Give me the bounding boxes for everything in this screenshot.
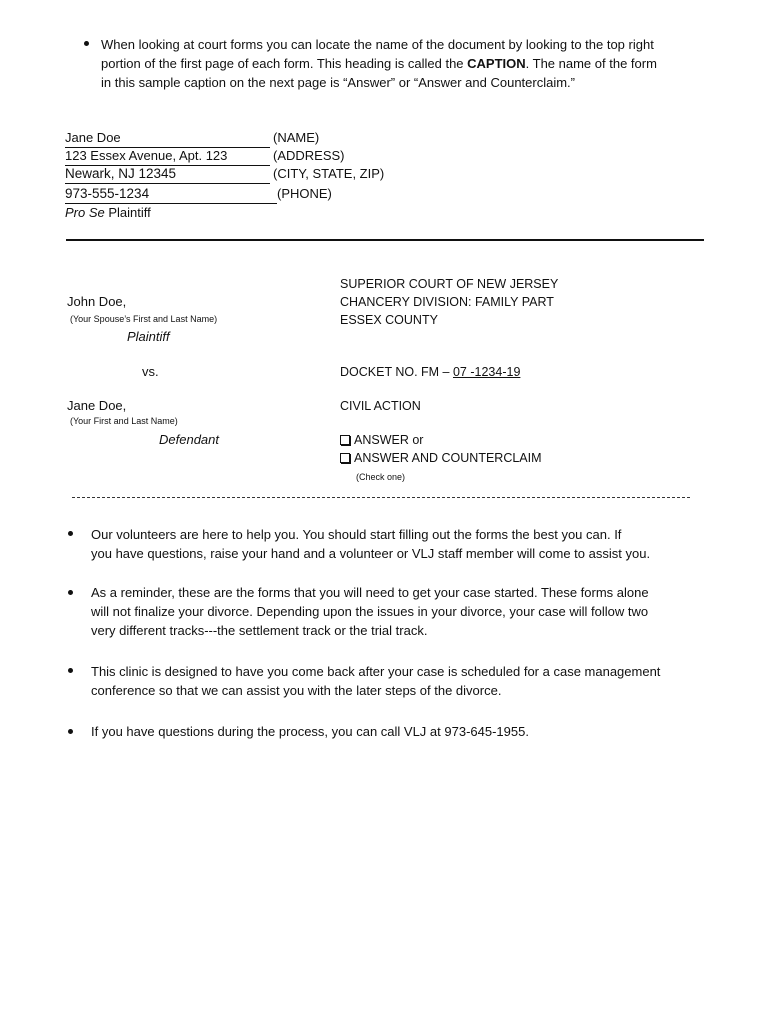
pro-se-rest: Plaintiff — [104, 205, 151, 220]
court-county: ESSEX COUNTY — [340, 313, 438, 327]
option-label: ANSWER or — [354, 433, 424, 447]
cut-line — [72, 497, 690, 498]
note-paragraph — [91, 662, 660, 700]
contact-label: (NAME) — [273, 130, 320, 145]
contact-value: Newark, NJ 12345 — [65, 166, 177, 181]
checkbox-icon[interactable] — [340, 435, 350, 445]
note-line: you have questions, raise your hand and a volunteer or VLJ staff member will come to assist you. — [91, 546, 651, 561]
bullet-icon — [68, 531, 73, 536]
checkbox-icon[interactable] — [340, 453, 350, 463]
pro-se-label — [65, 204, 151, 223]
bullet-icon — [84, 41, 89, 46]
bullet-icon — [68, 590, 73, 595]
note-line: This clinic is designed to have you come back after your case is scheduled for a case management — [91, 664, 661, 679]
note-paragraph — [91, 583, 649, 640]
contact-value: Jane Doe — [65, 130, 121, 145]
contact-label: (CITY, STATE, ZIP) — [273, 166, 385, 181]
plaintiff-role: Plaintiff — [127, 329, 170, 344]
answer-counterclaim-option — [340, 449, 542, 468]
docket-number — [340, 363, 520, 382]
contact-value: 973-555-1234 — [65, 186, 150, 201]
contact-address — [65, 148, 265, 166]
caption-divider — [66, 239, 704, 241]
note-line: conference so that we can assist you with the later steps of the divorce. — [91, 683, 502, 698]
intro-line: in this sample caption on the next page is “Answer” or “Answer and Counterclaim.” — [101, 75, 575, 90]
check-one-hint: (Check one) — [356, 472, 406, 482]
defendant-role: Defendant — [159, 432, 219, 447]
bullet-icon — [68, 668, 73, 673]
plaintiff-hint: (Your Spouse’s First and Last Name) — [70, 314, 218, 324]
note-paragraph — [91, 722, 529, 741]
pro-se-italic: Pro Se — [65, 205, 105, 220]
docket-value: 07 -1234-19 — [452, 365, 521, 379]
answer-option — [340, 431, 423, 450]
note-line: will not finalize your divorce. Depending upon the issues in your divorce, your case will follow two — [91, 604, 649, 619]
court-name: SUPERIOR COURT OF NEW JERSEY — [340, 277, 559, 291]
contact-label: (ADDRESS) — [273, 148, 345, 163]
note-line: very different tracks---the settlement track or the trial track. — [91, 623, 428, 638]
intro-line — [101, 54, 657, 73]
bullet-icon — [68, 729, 73, 734]
intro-paragraph — [101, 35, 657, 92]
note-line: If you have questions during the process, you can call VLJ at 973-645-1955. — [91, 724, 529, 739]
versus-label: vs. — [142, 364, 159, 379]
defendant-hint: (Your First and Last Name) — [70, 416, 178, 426]
intro-line: When looking at court forms you can locate the name of the document by looking to the top right — [101, 37, 654, 52]
caption-term: CAPTION — [467, 56, 526, 71]
fill-line — [65, 183, 270, 184]
civil-action: CIVIL ACTION — [340, 399, 421, 413]
plaintiff-name: John Doe, — [67, 294, 127, 309]
note-paragraph — [91, 525, 650, 563]
intro-text: portion of the first page of each form. This heading is called the — [101, 56, 468, 71]
defendant-name: Jane Doe, — [67, 398, 127, 413]
intro-text: . The name of the form — [525, 56, 657, 71]
court-division: CHANCERY DIVISION: FAMILY PART — [340, 295, 554, 309]
contact-phone — [65, 186, 265, 204]
note-line: Our volunteers are here to help you. You should start filling out the forms the best you can. If — [91, 527, 622, 542]
contact-name — [65, 130, 265, 148]
contact-value: 123 Essex Avenue, Apt. 123 — [65, 148, 228, 163]
docket-label: DOCKET NO. FM – — [340, 365, 453, 379]
note-line: As a reminder, these are the forms that you will need to get your case started. These forms alone — [91, 585, 649, 600]
contact-city — [65, 166, 265, 184]
contact-label: (PHONE) — [277, 186, 332, 201]
option-label: ANSWER AND COUNTERCLAIM — [354, 451, 542, 465]
